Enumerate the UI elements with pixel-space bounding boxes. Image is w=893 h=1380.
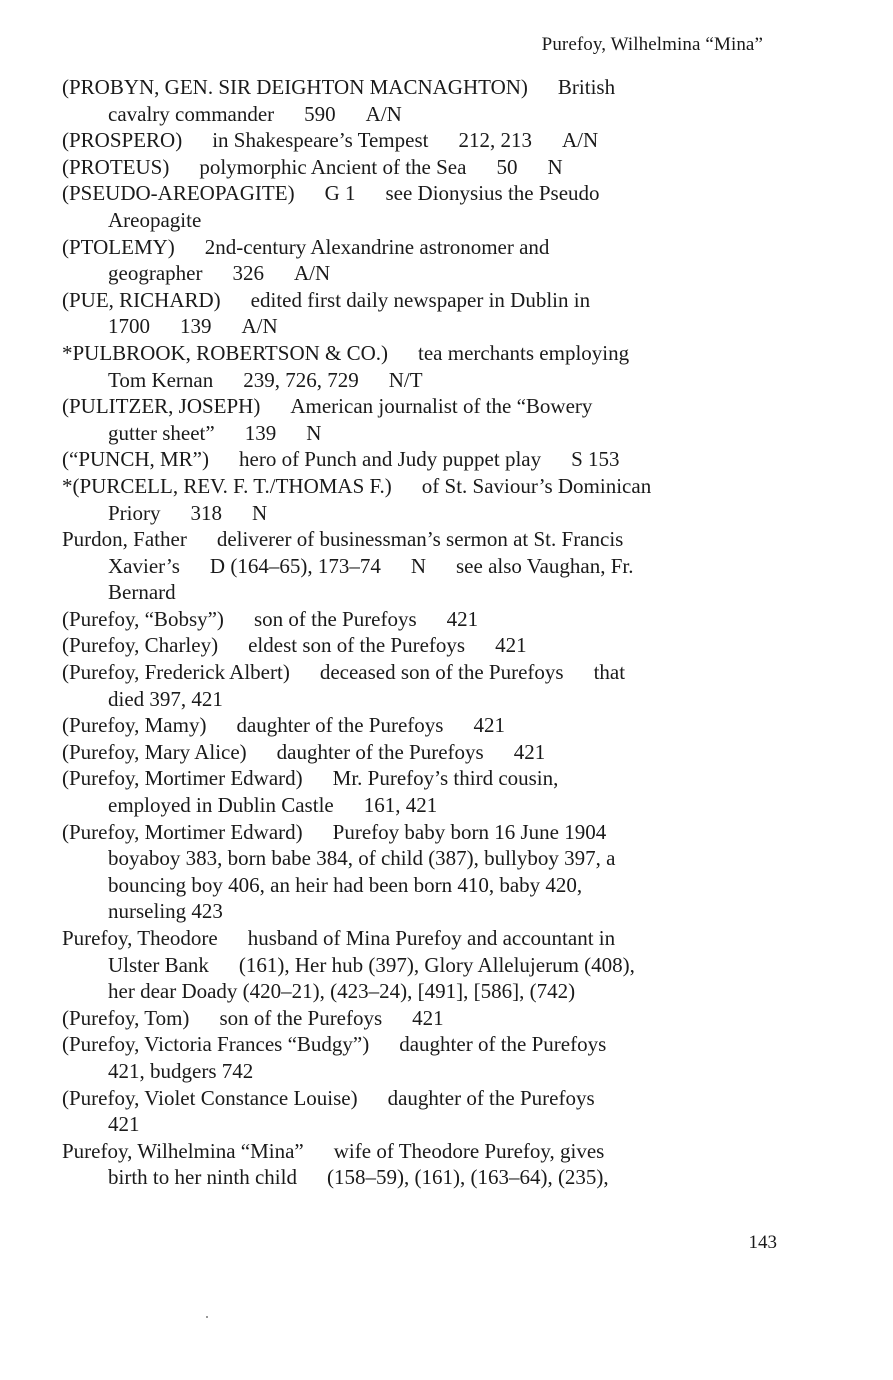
index-entry	[40, 925, 820, 1005]
entry-headword-line: (“PUNCH, MR”) hero of Punch and Judy puppet play S 153	[62, 447, 620, 472]
entry-headword-line: *PULBROOK, ROBERTSON & CO.) tea merchants employing	[62, 340, 630, 365]
entry-headword-line: (Purefoy, Tom) son of the Purefoys 421	[62, 1005, 444, 1030]
entry-continuation-line: Areopagite	[108, 207, 202, 232]
index-entry	[40, 393, 820, 446]
index-entries	[40, 74, 820, 1191]
entry-continuation-line: died 397, 421	[108, 686, 223, 711]
index-entry	[40, 712, 820, 739]
entry-continuation-line: gutter sheet” 139 N	[108, 420, 322, 445]
entry-continuation-line: cavalry commander 590 A/N	[108, 101, 402, 126]
print-speck	[206, 1316, 208, 1318]
entry-headword-line: (PROSPERO) in Shakespeare’s Tempest 212, 213 A/N	[62, 128, 599, 153]
entry-continuation-line: 421, budgers 742	[108, 1058, 254, 1083]
entry-continuation-line: Tom Kernan 239, 726, 729 N/T	[108, 367, 423, 392]
entry-headword-line: (Purefoy, “Bobsy”) son of the Purefoys 421	[62, 606, 479, 631]
entry-continuation-line: 1700 139 A/N	[108, 314, 278, 339]
entry-headword-line: (Purefoy, Frederick Albert) deceased son of the Purefoys that	[62, 660, 626, 685]
entry-continuation-line: employed in Dublin Castle 161, 421	[108, 793, 438, 818]
entry-continuation-line: Xavier’s D (164–65), 173–74 N see also Vaughan, Fr.	[108, 553, 634, 578]
index-entry	[40, 819, 820, 925]
index-entry	[40, 74, 820, 127]
entry-continuation-line: Priory 318 N	[108, 500, 268, 525]
index-entry	[40, 473, 820, 526]
entry-continuation-line: birth to her ninth child (158–59), (161), (163–64), (235),	[108, 1165, 609, 1190]
entry-headword-line: (Purefoy, Charley) eldest son of the Purefoys 421	[62, 633, 527, 658]
index-entry	[40, 526, 820, 606]
index-entry	[40, 127, 820, 154]
index-entry	[40, 739, 820, 766]
entry-headword-line: *(PURCELL, REV. F. T./THOMAS F.) of St. Saviour’s Dominican	[62, 473, 652, 498]
entry-headword-line: (PSEUDO-AREOPAGITE) G 1 see Dionysius the Pseudo	[62, 181, 600, 206]
index-entry	[40, 340, 820, 393]
index-entry	[40, 1005, 820, 1032]
entry-headword-line: (PUE, RICHARD) edited first daily newspaper in Dublin in	[62, 287, 591, 312]
entry-continuation-line: bouncing boy 406, an heir had been born 410, baby 420,	[108, 872, 583, 897]
entry-headword-line: (Purefoy, Mortimer Edward) Purefoy baby born 16 June 1904	[62, 819, 607, 844]
entry-headword-line: Purdon, Father deliverer of businessman’s sermon at St. Francis	[62, 527, 624, 552]
index-entry	[40, 154, 820, 181]
entry-continuation-line: Ulster Bank (161), Her hub (397), Glory Allelujerum (408),	[108, 952, 635, 977]
index-entry	[40, 606, 820, 633]
entry-continuation-line: geographer 326 A/N	[108, 261, 331, 286]
entry-headword-line: (Purefoy, Victoria Frances “Budgy”) daughter of the Purefoys	[62, 1032, 607, 1057]
running-head: Purefoy, Wilhelmina “Mina”	[541, 34, 763, 55]
entry-continuation-line: 421	[108, 1112, 140, 1137]
index-entry	[40, 765, 820, 818]
index-entry	[40, 446, 820, 473]
index-entry	[40, 234, 820, 287]
entry-headword-line: (PROBYN, GEN. SIR DEIGHTON MACNAGHTON) British	[62, 75, 616, 99]
entry-continuation-line: boyaboy 383, born babe 384, of child (387), bullyboy 397, a	[108, 846, 616, 871]
page-number: 143	[748, 1232, 777, 1253]
index-entry	[40, 1031, 820, 1084]
index-entry	[40, 1085, 820, 1138]
entry-continuation-line: Bernard	[108, 580, 176, 605]
entry-continuation-line: nurseling 423	[108, 899, 223, 924]
entry-headword-line: (PROTEUS) polymorphic Ancient of the Sea 50 N	[62, 154, 563, 179]
entry-headword-line: (Purefoy, Violet Constance Louise) daughter of the Purefoys	[62, 1085, 595, 1110]
entry-headword-line: (Purefoy, Mortimer Edward) Mr. Purefoy’s third cousin,	[62, 766, 559, 791]
entry-headword-line: (PTOLEMY) 2nd-century Alexandrine astronomer and	[62, 234, 550, 259]
entry-headword-line: Purefoy, Wilhelmina “Mina” wife of Theodore Purefoy, gives	[62, 1138, 605, 1163]
index-entry	[40, 632, 820, 659]
entry-headword-line: (Purefoy, Mamy) daughter of the Purefoys 421	[62, 713, 505, 738]
index-entry	[40, 180, 820, 233]
entry-headword-line: (PULITZER, JOSEPH) American journalist of the “Bowery	[62, 394, 593, 419]
entry-headword-line: Purefoy, Theodore husband of Mina Purefoy and accountant in	[62, 926, 616, 950]
entry-continuation-line: her dear Doady (420–21), (423–24), [491], [586], (742)	[108, 979, 576, 1004]
index-entry	[40, 287, 820, 340]
index-entry	[40, 1138, 820, 1191]
index-entry	[40, 659, 820, 712]
entry-headword-line: (Purefoy, Mary Alice) daughter of the Purefoys 421	[62, 739, 546, 764]
